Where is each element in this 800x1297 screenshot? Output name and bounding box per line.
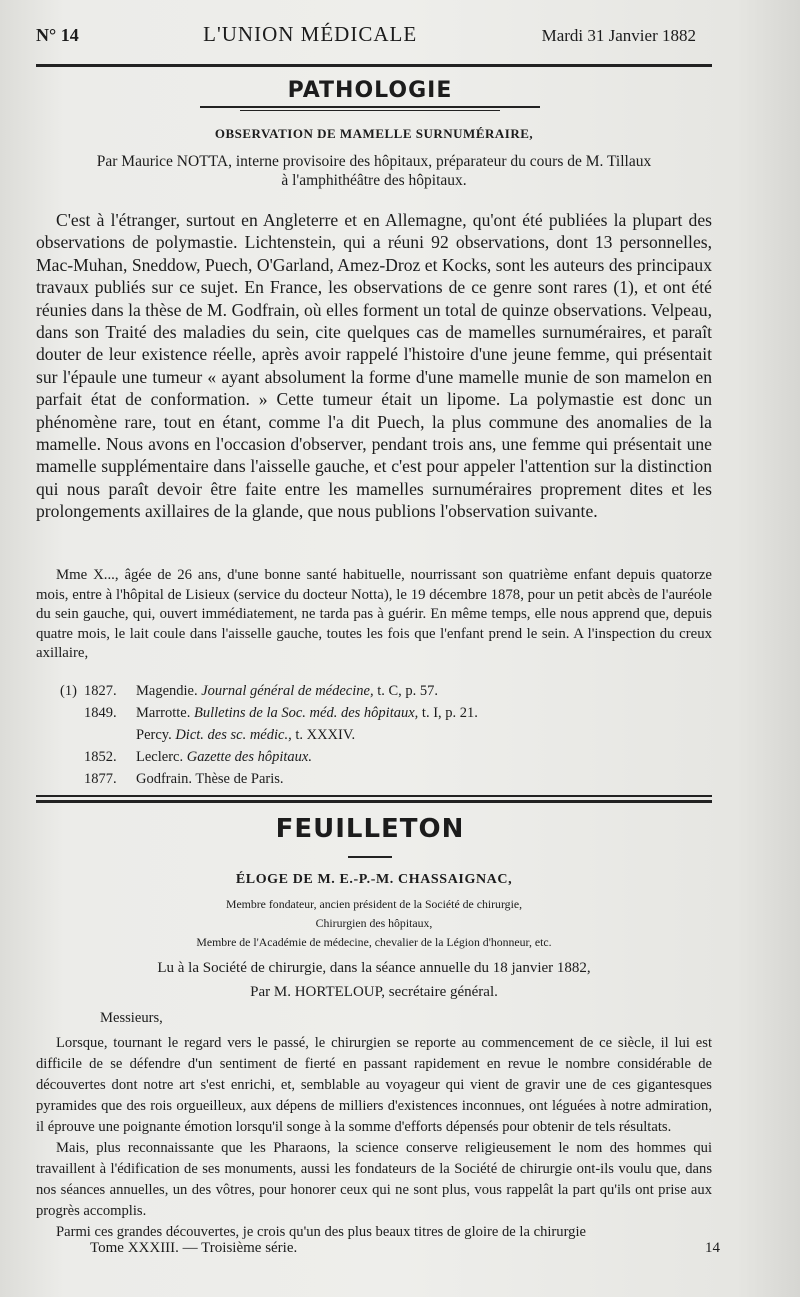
credential-line: Chirurgien des hôpitaux,	[315, 916, 433, 930]
header-rule	[36, 64, 712, 67]
section-title-feuilleton: FEUILLETON	[275, 814, 465, 844]
eloge-title: ÉLOGE DE M. E.-P.-M. CHASSAIGNAC,	[235, 872, 513, 887]
feuilleton-rule-bottom	[36, 800, 712, 803]
footnote-row	[60, 768, 680, 790]
eloge-paragraph: Lorsque, tournant le regard vers le passé, le chirurgien se reporte au commencement de ce siècle, il lui est difficile de se défendre d'un sentiment de fierté en passant rapidement en revue le nombre considérable de découvertes dont notre art s'est enrichi, et, semblable au voyageur qui vient de gravir une de ces gigantesques pyramides que des rois orgueilleux, aux dépens de milliers d'existences inconnues, ont léguées à notre admiration, il éprouve une poignante émotion lorsqu'il songe à la somme d'efforts dépensés pour obtenir de tels résultats.	[36, 1035, 712, 1135]
footnote-row	[60, 680, 680, 702]
issue-date: Mardi 31 Janvier 1882	[541, 26, 696, 45]
footnote-text: Magendie. Journal général de médecine, t. C, p. 57.	[136, 683, 439, 699]
eloge-paragraph: Parmi ces grandes découvertes, je crois qu'un des plus beaux titres de gloire de la chirurgie	[56, 1224, 586, 1240]
eloge-reading-note	[36, 956, 712, 1004]
footnote-mark	[60, 768, 84, 790]
tome-series: Tome XXXIII. — Troisième série.	[90, 1240, 298, 1256]
footnote-row	[60, 746, 680, 768]
page-footer	[90, 1240, 720, 1257]
footnote-year: 1849.	[84, 705, 117, 721]
salutation: Messieurs,	[100, 1010, 163, 1026]
byline-line-1: Par Maurice NOTTA, interne provisoire des hôpitaux, préparateur du cours de M. Tillaux	[96, 153, 652, 170]
feuilleton-rule-top	[36, 795, 712, 797]
footnote-year	[84, 724, 136, 746]
footnote-text: Leclerc. Gazette des hôpitaux.	[136, 749, 312, 765]
footnote-text: Percy. Dict. des sc. médic., t. XXXIV.	[136, 727, 356, 743]
observation-paragraph	[36, 566, 712, 664]
observation-title: OBSERVATION DE MAMELLE SURNUMÉRAIRE,	[214, 126, 534, 141]
reading-line-1: Lu à la Société de chirurgie, dans la séance annuelle du 18 janvier 1882,	[157, 960, 591, 976]
footnote-mark	[60, 702, 84, 724]
footnote-year: 1852.	[84, 749, 117, 765]
footnote-row	[60, 724, 680, 746]
page-header	[36, 22, 696, 56]
section-title-pathologie: PATHOLOGIE	[287, 78, 453, 103]
footnote-year: 1877.	[84, 771, 117, 787]
author-byline	[36, 152, 712, 190]
intro-text: C'est à l'étranger, surtout en Angleterre et en Allemagne, qu'ont été publiées la plupart des observations de polymastie. Lichtenstein, qui a réuni 92 observations, dont 13 personnelles, Mac-Muhan, Sneddow, Puech, O'Garland, Amez-Droz et Kocks, sont les auteurs des principaux travaux publiés sur ce sujet. En France, les observations de ce genre sont rares (1), et ont été réunies dans la thèse de M. Godfrain, où elles forment un total de quinze observations. Velpeau, dans son Traité des maladies du sein, cite quelques cas de mamelles surnuméraires, et paraît douter de leur existence réelle, après avoir rappelé l'histoire d'une jeune femme, qui présentait sur l'épaule une tumeur « ayant absolument la forme d'une mamelle munie de son mamelon en parfait état de conformation. » Cette tumeur était un lipome. La polymastie est donc un phénomène rare, tout en étant, comme l'a dit Puech, la plus commune des anomalies de la mamelle. Nous avons en l'occasion d'observer, pendant trois ans, une femme qui présentait une mamelle supplémentaire dans l'aisselle gauche, et c'est pour appeler l'attention sur la distinction qui nous paraît devoir être faite entre les mamelles surnuméraires proprement dites et les prolongements axillaires de la glande, que nous publions l'observation suivante.	[36, 210, 712, 522]
credential-line: Membre de l'Académie de médecine, chevalier de la Légion d'honneur, etc.	[196, 935, 552, 949]
feuilleton-dash	[348, 856, 392, 858]
page-number: 14	[705, 1240, 720, 1256]
credential-line: Membre fondateur, ancien président de la Société de chirurgie,	[225, 897, 523, 911]
title-underline-thin	[240, 110, 500, 111]
footnote-mark	[60, 724, 84, 746]
reading-line-2: Par M. HORTELOUP, secrétaire général.	[250, 984, 498, 1000]
issue-number: N° 14	[36, 25, 79, 45]
eloge-body	[36, 1008, 712, 1243]
eloge-credentials	[36, 895, 712, 952]
journal-title: L'UNION MÉDICALE	[203, 22, 418, 46]
footnote-mark	[60, 746, 84, 768]
footnote-text: Marrotte. Bulletins de la Soc. méd. des hôpitaux, t. I, p. 21.	[136, 705, 478, 721]
footnotes	[60, 680, 680, 790]
footnote-year: 1827.	[84, 683, 117, 699]
byline-line-2: à l'amphithéâtre des hôpitaux.	[281, 172, 467, 189]
title-underline	[200, 106, 540, 108]
observation-text: Mme X..., âgée de 26 ans, d'une bonne santé habituelle, nourrissant son quatrième enfant depuis quatorze mois, entre à l'hôpital de Lisieux (service du docteur Notta), le 19 décembre 1878, pour un petit abcès de l'auréole du sein gauche, qui, ouvert immédiatement, ne tarda pas à guérir. En même temps, elle nous apprend que, depuis quatre mois, le lait coule dans l'aisselle gauche, toutes les fois que l'enfant prend le sein. A l'inspection du creux axillaire,	[36, 567, 712, 661]
eloge-paragraph: Mais, plus reconnaissante que les Pharaons, la science conserve religieusement le nom des hommes qui travaillent à l'édification de ses monuments, aussi les fondateurs de la Société de chirurgie ont-ils voulu que, dans nos séances annuelles, un des vôtres, pour honorer ceux qui ne sont plus, vous rappelât la part qu'ils ont prise aux progrès accomplis.	[36, 1140, 712, 1219]
footnote-row	[60, 702, 680, 724]
footnote-text: Godfrain. Thèse de Paris.	[136, 771, 284, 787]
footnote-mark: (1)	[60, 683, 77, 699]
intro-paragraph	[36, 209, 712, 523]
